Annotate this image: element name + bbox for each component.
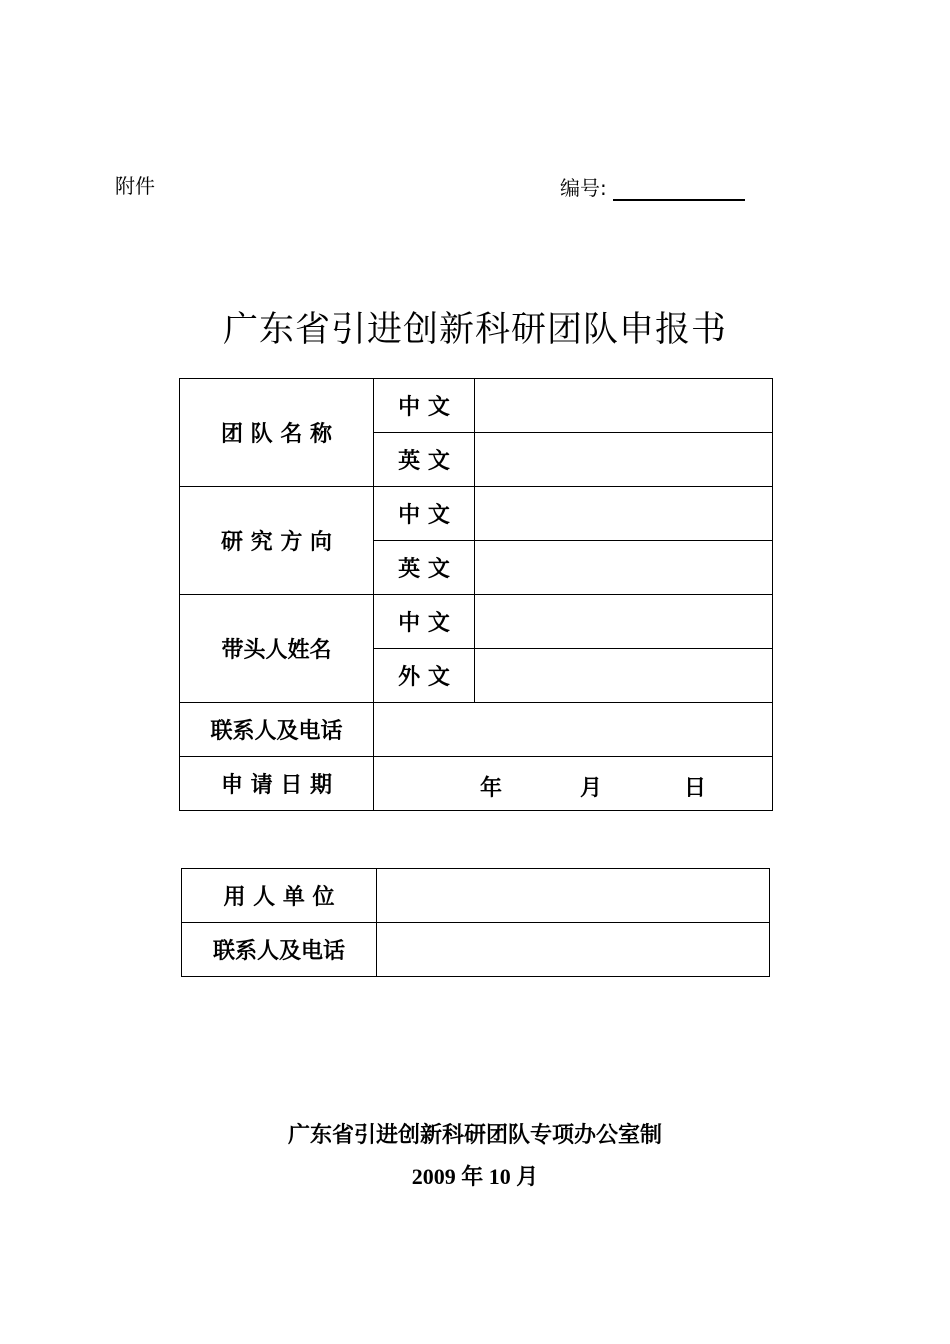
application-form-table: [179, 378, 773, 811]
serial-label: 编号:: [560, 176, 607, 200]
team-name-english-label: 英 文: [374, 433, 475, 487]
research-chinese-field[interactable]: [475, 487, 773, 541]
employer-unit-field[interactable]: [377, 869, 770, 923]
day-label: 日: [684, 776, 707, 801]
issuing-office: 广东省引进创新科研团队专项办公室制: [287, 1123, 662, 1148]
leader-name-label: 带头人姓名: [180, 595, 374, 703]
team-name-chinese-field[interactable]: [475, 379, 773, 433]
team-name-chinese-label: 中 文: [374, 379, 475, 433]
team-name-english-field[interactable]: [475, 433, 773, 487]
table-row: [182, 923, 770, 977]
attachment-label: 附件: [115, 174, 155, 198]
table-row: [180, 703, 773, 757]
year-label: 年: [480, 776, 503, 801]
table-row: [180, 487, 773, 541]
serial-number-field[interactable]: [613, 179, 745, 201]
team-name-label: 团 队 名 称: [180, 379, 374, 487]
table-row: [182, 869, 770, 923]
application-date-field[interactable]: [374, 757, 773, 811]
table-row: [180, 595, 773, 649]
leader-chinese-label: 中 文: [374, 595, 475, 649]
document-title: 广东省引进创新科研团队申报书: [222, 310, 727, 350]
leader-chinese-field[interactable]: [475, 595, 773, 649]
leader-foreign-field[interactable]: [475, 649, 773, 703]
leader-foreign-label: 外 文: [374, 649, 475, 703]
table-row: [180, 757, 773, 811]
research-english-label: 英 文: [374, 541, 475, 595]
employer-contact-field[interactable]: [377, 923, 770, 977]
employer-unit-label: 用 人 单 位: [182, 869, 377, 923]
table-row: [180, 379, 773, 433]
research-english-field[interactable]: [475, 541, 773, 595]
employer-table: [181, 868, 770, 977]
application-date-label: 申 请 日 期: [180, 757, 374, 811]
issue-date: 2009 年 10 月: [411, 1164, 539, 1189]
research-direction-label: 研 究 方 向: [180, 487, 374, 595]
contact-field[interactable]: [374, 703, 773, 757]
employer-contact-label: 联系人及电话: [182, 923, 377, 977]
month-label: 月: [580, 776, 603, 801]
serial-number: [560, 172, 745, 201]
research-chinese-label: 中 文: [374, 487, 475, 541]
contact-label: 联系人及电话: [180, 703, 374, 757]
